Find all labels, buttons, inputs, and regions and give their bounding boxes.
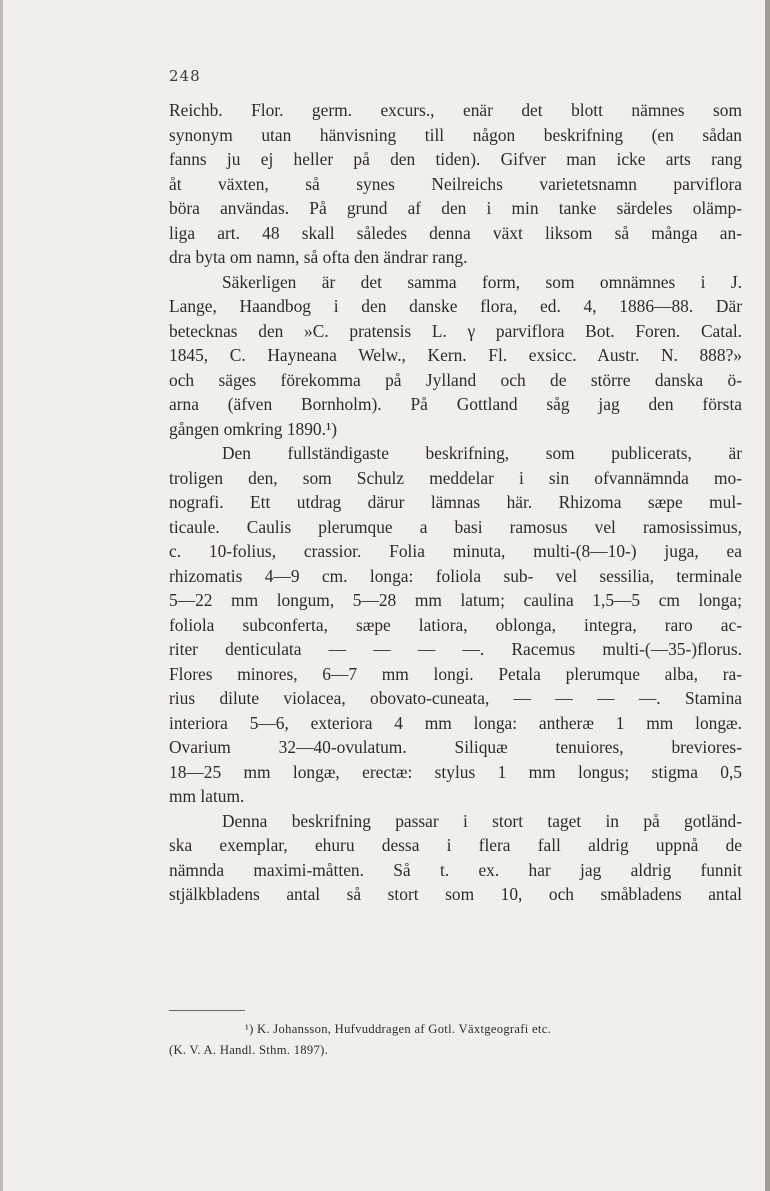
text-line: rius dilute violacea, obovato-cuneata, — — — —. Stamina xyxy=(169,688,742,708)
text-line: Denna beskrifning passar i stort taget in på gotländ- xyxy=(222,810,742,831)
text-line: foliola subconferta, sæpe latiora, oblonga, integra, raro ac- xyxy=(169,614,742,635)
text-line: Säkerligen är det samma form, som omnämnes i J. xyxy=(222,271,742,292)
text-line: mm latum. xyxy=(169,786,245,806)
footnote-divider xyxy=(169,1010,245,1011)
text-line: betecknas den »C. pratensis L. γ parviflora Bot. Foren. Catal. xyxy=(169,320,742,341)
text-line: nografi. Ett utdrag därur lämnas här. Rhizoma sæpe mul- xyxy=(169,492,742,512)
text-line: ska exemplar, ehuru dessa i flera fall aldrig uppnå de xyxy=(169,835,742,855)
body-text xyxy=(169,98,742,907)
text-line: interiora 5—6, exteriora 4 mm longa: antheræ 1 mm longæ. xyxy=(169,712,742,733)
text-line: gången omkring 1890.¹) xyxy=(169,418,337,439)
text-line: Ovarium 32—40-ovulatum. Siliquæ tenuiores, breviores- xyxy=(169,737,742,757)
footnote-line: (K. V. A. Handl. Sthm. 1897). xyxy=(169,1043,329,1057)
text-line: c. 10-folius, crassior. Folia minuta, multi-(8—10-) juga, ea xyxy=(169,541,742,561)
text-line: liga art. 48 skall således denna växt liksom så många an- xyxy=(169,222,742,243)
text-line: 5—22 mm longum, 5—28 mm latum; caulina 1,5—5 cm longa; xyxy=(169,590,742,610)
page-number: 248 xyxy=(169,67,201,85)
text-line: 18—25 mm longæ, erectæ: stylus 1 mm longus; stigma 0,5 xyxy=(169,761,742,782)
text-line: dra byta om namn, så ofta den ändrar rang. xyxy=(169,247,468,267)
text-line: böra användas. På grund af den i min tanke särdeles olämp- xyxy=(169,198,742,218)
text-line: synonym utan hänvisning till någon beskrifning (en sådan xyxy=(169,124,742,145)
text-line: 1845, C. Hayneana Welw., Kern. Fl. exsicc. Austr. N. 888?» xyxy=(169,345,742,365)
text-line: Flores minores, 6—7 mm longi. Petala plerumque alba, ra- xyxy=(169,663,742,684)
text-line: Reichb. Flor. germ. excurs., enär det blott nämnes som xyxy=(169,100,742,120)
text-line: arna (äfven Bornholm). På Gottland såg jag den första xyxy=(169,394,742,414)
text-line: ticaule. Caulis plerumque a basi ramosus vel ramosissimus, xyxy=(169,516,742,537)
text-line: Lange, Haandbog i den danske flora, ed. 4, 1886—88. Där xyxy=(169,296,742,316)
text-line: troligen den, som Schulz meddelar i sin ofvannämnda mo- xyxy=(169,467,742,488)
text-line: rhizomatis 4—9 cm. longa: foliola sub- vel sessilia, terminale xyxy=(169,565,742,586)
text-line: åt växten, så synes Neilreichs varietetsnamn parviflora xyxy=(169,173,742,194)
text-line: och säges förekomma på Jylland och de större danska ö- xyxy=(169,369,742,390)
text-line: stjälkbladens antal så stort som 10, och småbladens antal xyxy=(169,884,742,904)
footnote-line: ¹) K. Johansson, Hufvuddragen af Gotl. Växtgeografi etc. xyxy=(245,1022,552,1036)
text-line: riter denticulata — — — —. Racemus multi-(—35-)florus. xyxy=(169,639,742,659)
text-line: nämnda maximi-måtten. Så t. ex. har jag aldrig funnit xyxy=(169,859,742,880)
text-line: fanns ju ej heller på den tiden). Gifver man icke arts rang xyxy=(169,149,742,169)
text-line: Den fullständigaste beskrifning, som publicerats, är xyxy=(222,443,742,463)
footnotes xyxy=(169,1019,727,1061)
